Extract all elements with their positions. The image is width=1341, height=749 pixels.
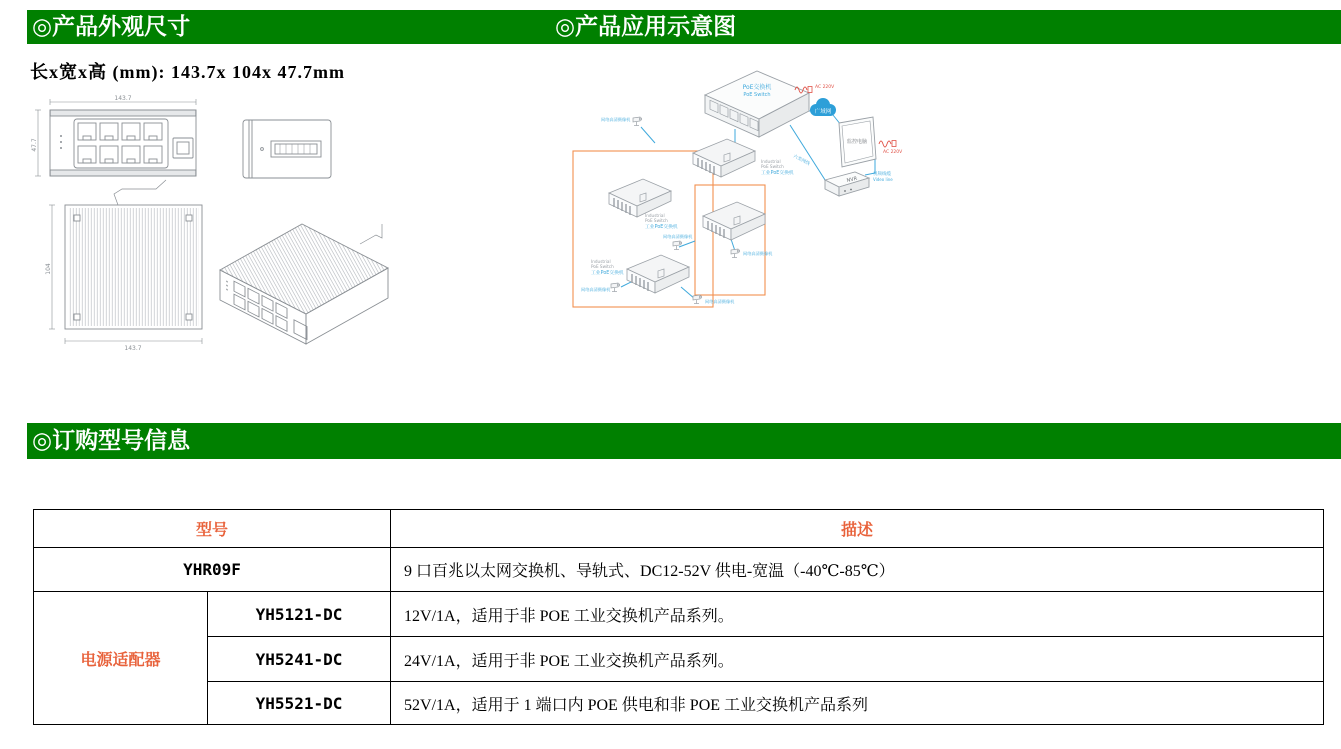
svg-text:工业PoE交换机: 工业PoE交换机 [761,171,794,176]
isometric-view-drawing [220,224,388,344]
power-label-2: AC 220V [883,150,903,155]
adapter-group-cell: 电源适配器 [34,592,208,725]
ip-camera-icon [673,241,682,250]
top-depth-dim: 104 [45,263,52,275]
technical-drawings [30,92,450,359]
nvr [825,172,869,196]
section-title-application: ◎产品应用示意图 [555,14,737,39]
top-width-dim: 143.7 [124,345,142,352]
top-view-drawing [49,180,202,344]
svg-text:Industrial: Industrial [645,213,665,218]
dimension-drawing-svg [30,92,450,354]
svg-text:工业PoE交换机: 工业PoE交换机 [591,271,624,276]
table-header-row [34,510,1324,548]
camera-label: 网络高清摄像机 [743,251,773,256]
description-cell: 52V/1A，适用于 1 端口内 POE 供电和非 POE 工业交换机产品系列 [391,682,1324,725]
lan-cable-label: 六类网线 [792,154,811,167]
description-cell: 12V/1A，适用于非 POE 工业交换机产品系列。 [391,592,1324,637]
power-label-1: AC 220V [815,85,835,90]
application-diagram [545,55,965,322]
industrial-switch-right [703,202,765,240]
terminal-block [271,141,321,157]
ip-camera-icon [633,117,642,126]
video-cable-label-en: Video line [873,177,893,182]
ip-camera-icon [693,295,702,304]
product-dimensions-text: 长x宽x高 (mm): 143.7x 104x 47.7mm [30,62,345,82]
svg-text:工业PoE交换机: 工业PoE交换机 [645,225,678,230]
model-cell: YH5121-DC [208,592,391,637]
application-diagram-svg [545,55,965,317]
camera-label: 网络高清摄像机 [705,299,735,304]
monitor-label: 监控电脑 [846,139,868,145]
wan-cloud [810,98,836,116]
col-header-description: 描述 [391,510,1324,548]
core-switch-label-cn: PoE交换机 [742,84,772,91]
section-bar-ordering [27,423,1341,459]
svg-text:PoE Switch: PoE Switch [591,264,614,269]
front-height-dim: 47.7 [31,138,38,152]
section-title-appearance: ◎产品外观尺寸 [32,14,191,39]
side-view-drawing [243,120,331,178]
core-switch-label-en: PoE Switch [743,92,771,98]
svg-text:Industrial: Industrial [591,259,611,264]
table-row [34,637,1324,682]
monitor [839,117,876,167]
camera-label: 网络高清摄像机 [601,117,631,122]
ip-camera-icon [731,249,740,258]
power-plug-icon [879,141,896,148]
uplink-port [173,138,193,158]
svg-text:Industrial: Industrial [761,159,781,164]
ordering-table [33,509,1324,725]
camera-label: 网络高清摄像机 [663,234,693,239]
description-cell: 24V/1A，适用于非 POE 工业交换机产品系列。 [391,637,1324,682]
industrial-switch-left [609,179,671,217]
core-poe-switch [705,71,809,137]
table-row [34,682,1324,725]
model-cell: YHR09F [34,548,391,592]
nvr-label: NVR [846,175,858,184]
ip-camera-icon [611,283,620,292]
section-title-ordering: ◎订购型号信息 [32,428,191,453]
industrial-switch-bottom [627,255,689,293]
svg-text:PoE Switch: PoE Switch [645,218,668,223]
industrial-switch-mid [693,139,755,177]
video-cable-label-cn: 视频线缆 [873,172,891,177]
col-header-model: 型号 [34,510,391,548]
model-cell: YH5241-DC [208,637,391,682]
camera-label: 网络高清摄像机 [581,287,611,292]
rj45-ports-front [78,123,162,163]
description-cell: 9 口百兆以太网交换机、导轨式、DC12-52V 供电-宽温（-40℃-85℃） [391,548,1324,592]
model-cell: YH5521-DC [208,682,391,725]
table-row [34,548,1324,592]
svg-text:PoE Switch: PoE Switch [761,164,784,169]
table-row [34,592,1324,637]
cloud-label: 广域网 [814,109,832,115]
section-bar-top [27,10,1341,44]
front-width-dim: 143.7 [114,95,132,102]
din-clip [114,180,166,205]
front-view-drawing [35,99,196,176]
